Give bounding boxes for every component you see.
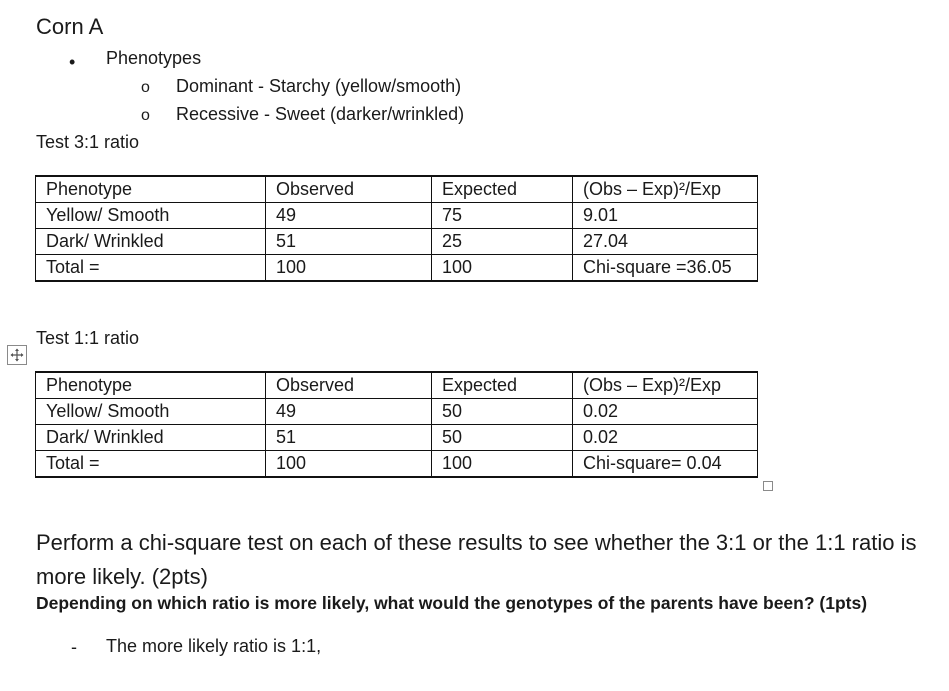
table-header-cell: (Obs – Exp)²/Exp [573,372,758,399]
table-header-cell: Observed [266,176,432,203]
document-title: Corn A [36,14,104,39]
table-header-row [36,176,758,203]
question-chi-square: Perform a chi-square test on each of these results to see whether the 3:1 or the 1:1 ratio is more likely. (2pts) [36,530,917,589]
sub-bullet-marker: o [141,107,150,124]
test2-table [35,371,758,478]
table-header-cell: Expected [432,176,573,203]
bullet-marker: • [69,52,76,72]
table-cell: Chi-square= 0.04 [573,451,758,478]
table-header-cell: Expected [432,372,573,399]
question-genotypes: Depending on which ratio is more likely, what would the genotypes of the parents have been? (1pts) [36,593,868,613]
table-cell: 0.02 [573,399,758,425]
table-resize-handle[interactable] [763,481,773,491]
table-header-cell: Observed [266,372,432,399]
table-cell: Yellow/ Smooth [36,399,266,425]
move-icon [10,348,24,362]
table-cell: 51 [266,229,432,255]
table-cell: 0.02 [573,425,758,451]
sub-bullet-marker: o [141,79,150,96]
table-cell: Total = [36,255,266,282]
test2-heading: Test 1:1 ratio [36,328,140,348]
dash-marker: - [71,637,77,657]
table-cell: Chi-square =36.05 [573,255,758,282]
table-row [36,451,758,478]
table-row [36,399,758,425]
table-cell: 50 [432,399,573,425]
table-cell: 49 [266,203,432,229]
test1-heading: Test 3:1 ratio [36,132,140,152]
table-cell: 100 [266,451,432,478]
phenotype-dominant: Dominant - Starchy (yellow/smooth) [176,76,462,96]
table-cell: 75 [432,203,573,229]
table-cell: Yellow/ Smooth [36,203,266,229]
table-cell: 25 [432,229,573,255]
table-cell: 100 [432,451,573,478]
table-cell: 100 [432,255,573,282]
table-cell: 27.04 [573,229,758,255]
table-cell: 50 [432,425,573,451]
table-header-row [36,372,758,399]
table-cell: 100 [266,255,432,282]
table-cell: Total = [36,451,266,478]
table-row [36,425,758,451]
test1-table [35,175,758,282]
table-cell: 51 [266,425,432,451]
table-header-cell: (Obs – Exp)²/Exp [573,176,758,203]
table-row [36,255,758,282]
table-header-cell: Phenotype [36,176,266,203]
phenotypes-label: Phenotypes [106,48,202,68]
table-header-cell: Phenotype [36,372,266,399]
answer-text[interactable]: The more likely ratio is 1:1, [106,636,322,656]
table-row [36,229,758,255]
table-move-handle[interactable] [7,345,27,365]
table-row [36,203,758,229]
table-cell: 9.01 [573,203,758,229]
phenotype-recessive: Recessive - Sweet (darker/wrinkled) [176,104,465,124]
table-cell: Dark/ Wrinkled [36,229,266,255]
table-cell: Dark/ Wrinkled [36,425,266,451]
table-cell: 49 [266,399,432,425]
